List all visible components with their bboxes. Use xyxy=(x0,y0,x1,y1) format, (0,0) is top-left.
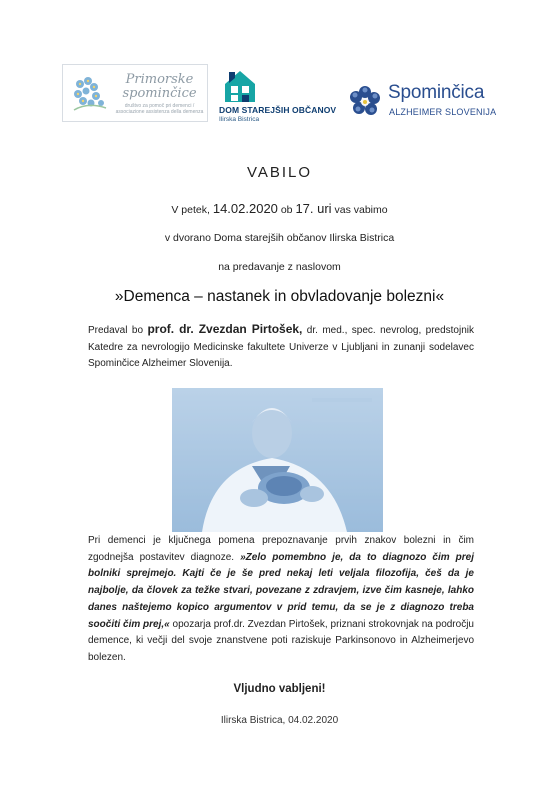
forget-me-not-icon xyxy=(68,72,110,114)
house-icon xyxy=(221,68,259,104)
logo-dom-place: Ilirska Bistrica xyxy=(219,116,260,123)
body-intro: Pri demenci je ključnega pomena prepoznavanje prvih znakov bolezni in čim zgodnejša postavitev diagnoze. xyxy=(88,535,474,563)
lecture-intro: na predavanje z naslovom xyxy=(218,261,341,273)
date-line xyxy=(0,201,559,216)
primorske-spomincice-logo xyxy=(62,64,208,122)
speaker-prefix: Predaval bo xyxy=(88,325,148,336)
flower-icon xyxy=(343,82,387,122)
speaker-photo xyxy=(172,388,383,532)
date-suffix: vas vabimo xyxy=(331,204,388,216)
logo-spomincica-sub: ALZHEIMER SLOVENIJA xyxy=(389,107,497,117)
logo-primorske-line1: Primorske xyxy=(125,72,194,87)
date-prefix: V petek, xyxy=(171,204,213,216)
invitation-title: VABILO xyxy=(246,164,313,181)
logo-primorske-tagline: društvo za pomoč pri demenci / associazione assistenza della demenza xyxy=(115,103,204,115)
closing-line: Vljudno vabljeni! xyxy=(233,683,326,695)
speaker-details: dr. med., spec. nevrolog, predstojnik Katedre za nevrologijo Medicinske fakultete Univerze v Ljubljani in zunanji sodelavec Spominčice Alzheimer Slovenija. xyxy=(88,325,474,370)
place-date: Ilirska Bistrica, 04.02.2020 xyxy=(220,715,339,726)
event-time: 17. uri xyxy=(295,201,332,216)
logo-spomincica-name: Spominčica xyxy=(388,82,485,103)
spomincica-alzheimer-logo xyxy=(343,80,503,128)
body-paragraph xyxy=(88,533,474,667)
body-outro: opozarja prof.dr. Zvezdan Pirtošek, priznani strokovnjak na področju demence, ki večji del svoje znanstvene poti raziskuje Parkinsonovo in Alzheimerjevo bolezen. xyxy=(88,618,474,663)
logo-dom-name: DOM STAREJŠIH OBČANOV xyxy=(219,105,337,115)
body-quote: »Zelo pomembno je, da to diagnozo čim prej bolniki sprejmejo. Kajti če je še pred nekaj leti veljala filozofija, češ da je najbolje, da človek za težke stvari, povezane z zdravjem, izve čim kasneje, lahko danes naštejemo kopico argumentov v prid temu, da se je z diagnozo treba soočiti čim prej,« xyxy=(88,551,474,630)
venue-line: v dvorano Doma starejših občanov Ilirska Bistrica xyxy=(164,232,395,244)
event-date: 14.02.2020 xyxy=(212,201,278,216)
lecture-title: »Demenca – nastanek in obvladovanje bolezni« xyxy=(114,288,445,305)
speaker-name: prof. dr. Zvezdan Pirtošek, xyxy=(147,322,303,336)
time-prefix: ob xyxy=(277,204,296,216)
dom-starejsih-obcanov-logo xyxy=(216,62,336,132)
speaker-paragraph xyxy=(88,321,474,373)
logo-primorske-line2: spominčice xyxy=(122,86,197,101)
